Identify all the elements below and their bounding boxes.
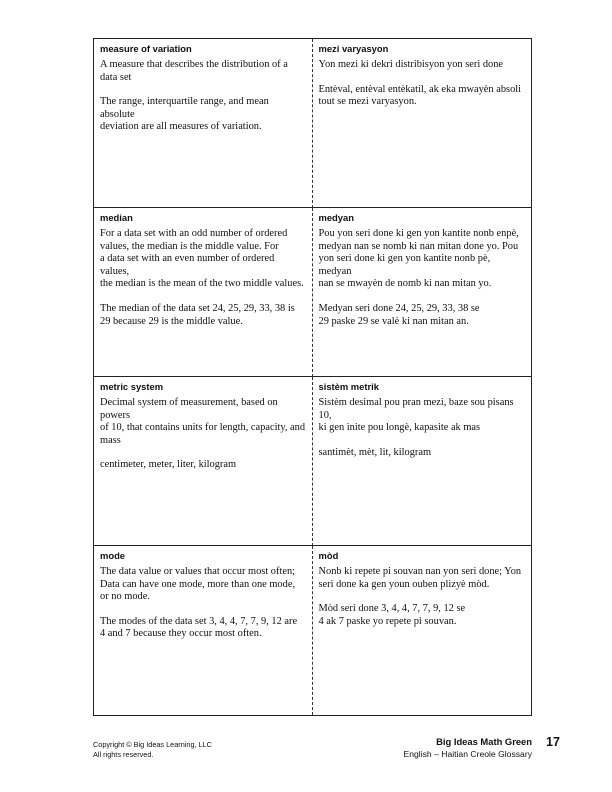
definition-line: For a data set with an odd number of ordered	[100, 228, 288, 239]
definition-line: A measure that describes the distribution of a	[100, 59, 288, 70]
definition-line: seri done ka gen youn ouben plizyè mòd.	[318, 578, 490, 590]
example-line: deviation are all measures of variation.	[100, 121, 262, 133]
term-creole: mòd	[318, 550, 339, 561]
example-line: 29 because 29 is the middle value.	[100, 315, 243, 327]
copyright-footer	[93, 740, 212, 760]
glossary-cell-english	[94, 39, 313, 208]
term-english: mode	[100, 550, 126, 561]
example-line: Mòd seri done 3, 4, 4, 7, 7, 9, 12 se	[318, 603, 466, 615]
definition-line: yon seri done ki gen yon kantite nonb pè, medyan	[318, 253, 491, 277]
definition-line: Nonb ki repete pi souvan nan yon seri done; Yon	[318, 566, 522, 577]
example-line: 4 ak 7 paske yo repete pi souvan.	[318, 615, 457, 627]
page-number: 17	[546, 735, 560, 749]
term-creole: mezi varyasyon	[318, 43, 389, 54]
definition-line: or no mode.	[100, 591, 150, 603]
definition-line: of 10, that contains units for length, capacity, and	[100, 422, 306, 434]
definition-line: medyan nan se nomb ki nan mitan done yo. Pou	[318, 240, 519, 252]
term-english: median	[100, 212, 133, 223]
copyright-text: Copyright © Big Ideas Learning, LLC	[93, 740, 212, 749]
definition-line: ki gen inite pou longè, kapasite ak mas	[318, 422, 481, 434]
example-line: santimèt, mèt, lit, kilogram	[318, 446, 432, 458]
term-english: measure of variation	[100, 43, 192, 54]
definition-line: the median is the mean of the two middle values.	[100, 278, 304, 290]
example-line: The modes of the data set 3, 4, 4, 7, 7, 9, 12 are	[100, 615, 298, 627]
definition-line: a data set with an even number of ordered values,	[100, 253, 275, 277]
glossary-cell-creole	[313, 208, 532, 377]
glossary-cell-creole	[313, 377, 532, 546]
rights-text: All rights reserved.	[93, 750, 154, 759]
example-line: 29 paske 29 se valè ki nan mitan an.	[318, 315, 469, 327]
definition-line: values, the median is the middle value. For	[100, 240, 279, 252]
definition-line: The data value or values that occur most often;	[100, 566, 296, 577]
example-line: The median of the data set 24, 25, 29, 33, 38 is	[100, 302, 295, 314]
example-line: The range, interquartile range, and mean absolute	[100, 96, 269, 120]
example-line: Entèval, entèval entèkatil, ak eka mwayèn absoli	[318, 83, 522, 95]
glossary-title: English – Haitian Creole Glossary	[403, 749, 532, 759]
definition-line: mass	[100, 434, 121, 446]
glossary-cell-english	[94, 208, 313, 377]
book-footer	[404, 736, 533, 760]
example-line: Medyan seri done 24, 25, 29, 33, 38 se	[318, 302, 480, 314]
definition-line: Yon mezi ki dekri distribisyon yon seri done	[318, 59, 504, 70]
example-line: centimeter, meter, liter, kilogram	[100, 459, 237, 471]
definition-line: Sistèm desimal pou pran mezi, baze sou pisans 10,	[318, 397, 514, 421]
definition-line: Data can have one mode, more than one mode,	[100, 578, 296, 590]
term-english: metric system	[100, 381, 164, 392]
glossary-cell-creole	[313, 39, 532, 208]
example-line: 4 and 7 because they occur most often.	[100, 628, 262, 640]
glossary-cell-english	[94, 377, 313, 546]
glossary-cell-creole	[313, 546, 532, 715]
definition-line: nan se mwayèn de nomb ki nan mitan yo.	[318, 278, 492, 290]
glossary-table	[93, 38, 532, 716]
definition-line: Pou yon seri done ki gen yon kantite nonb enpè,	[318, 228, 519, 239]
term-creole: sistèm metrik	[318, 381, 379, 392]
example-line: tout se mezi varyasyon.	[318, 96, 417, 108]
book-title: Big Ideas Math Green	[436, 736, 532, 747]
glossary-cell-english	[94, 546, 313, 715]
definition-line: data set	[100, 71, 132, 83]
definition-line: Decimal system of measurement, based on powers	[100, 397, 278, 421]
term-creole: medyan	[318, 212, 354, 223]
